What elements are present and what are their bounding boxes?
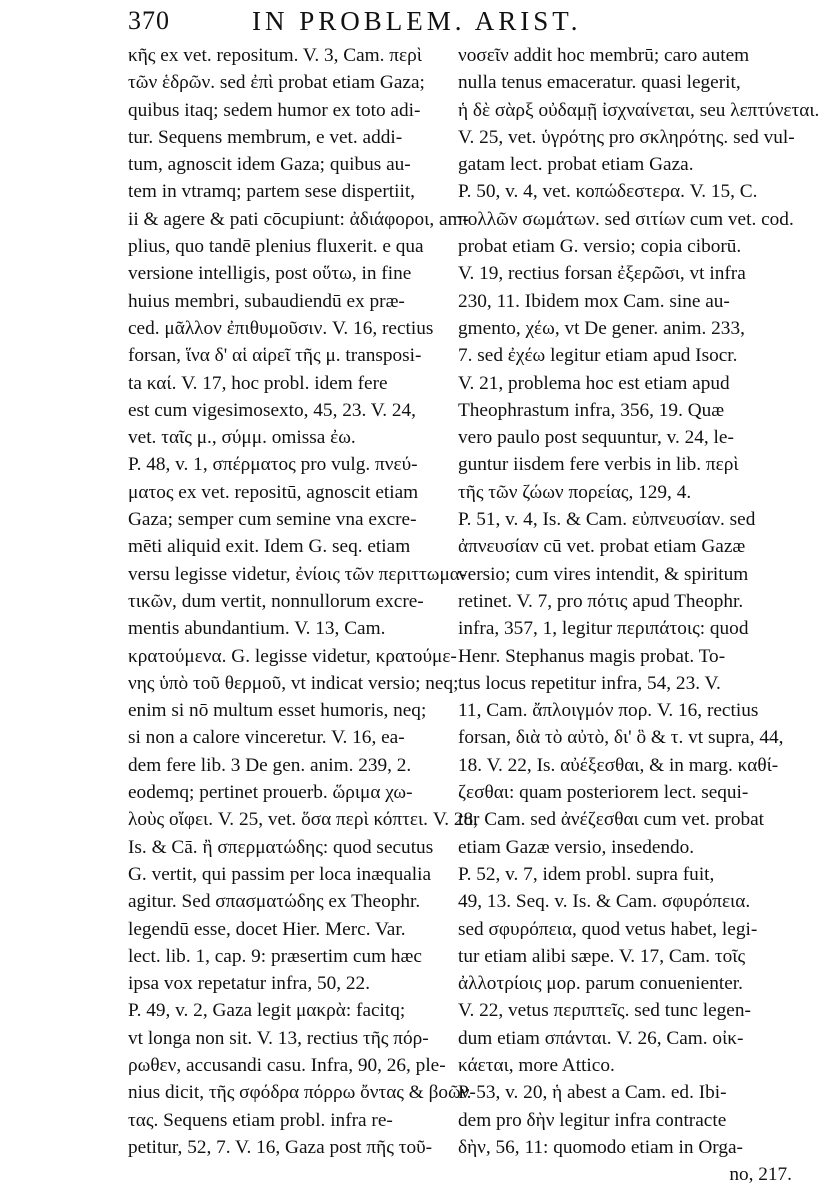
text-line: eodemq; pertinet prouerb. ὥριμα χω- xyxy=(128,782,413,804)
text-line: tur etiam alibi sæpe. V. 17, Cam. τοῖς xyxy=(458,945,746,967)
text-line: tur Cam. sed ἀνέζεσθαι cum vet. probat xyxy=(458,809,765,831)
text-line: 7. sed ἐχέω legitur etiam apud Isocr. xyxy=(458,345,738,367)
text-line: enim si nō multum esset humoris, neq; xyxy=(128,700,427,722)
text-line: dum etiam σπάνται. V. 26, Cam. οἰκ- xyxy=(458,1027,744,1049)
text-line: versione intelligis, post οὕτω, in fine xyxy=(128,263,412,285)
text-line: si non a calore vinceretur. V. 16, ea- xyxy=(128,727,405,749)
text-line: ta καί. V. 17, hoc probl. idem fere xyxy=(128,372,388,394)
text-line: Theophrastum infra, 356, 19. Quæ xyxy=(458,399,725,421)
text-line: νοσεῖν addit hoc membrū; caro autem xyxy=(458,45,750,66)
text-line: P. 48, v. 1, σπέρματος pro vulg. πνεύ- xyxy=(128,454,418,476)
text-line: 18. V. 22, Is. αὐέξεσθαι, & in marg. καθί- xyxy=(458,754,779,776)
text-line: etiam Gazæ versio, insedendo. xyxy=(458,836,695,858)
text-line: legendū esse, docet Hier. Merc. Var. xyxy=(128,918,406,940)
text-line: V. 19, rectius forsan ἐξερῶσι, vt infra xyxy=(458,263,746,285)
text-line: P. 52, v. 7, idem probl. supra fuit, xyxy=(458,863,715,885)
text-line: τῆς τῶν ζώων πορείας, 129, 4. xyxy=(458,481,692,503)
text-line: mēti aliquid exit. Idem G. seq. etiam xyxy=(128,536,411,558)
text-line: tus locus repetitur infra, 54, 23. V. xyxy=(458,672,721,694)
text-line: infra, 357, 1, legitur περιπάτοις: quod xyxy=(458,618,749,640)
text-line: ματος ex vet. repositū, agnoscit etiam xyxy=(128,481,419,503)
text-line: κάεται, more Attico. xyxy=(458,1054,615,1076)
text-line: ζεσθαι: quam posteriorem lect. sequi- xyxy=(458,782,749,804)
text-line: guntur iisdem fere verbis in lib. περὶ xyxy=(458,454,739,476)
page-number: 370 xyxy=(128,6,170,35)
text-line: τικῶν, dum vertit, nonnullorum excre- xyxy=(128,590,424,612)
text-line: vero paulo post sequuntur, v. 24, le- xyxy=(458,427,734,449)
text-line: λοὺς οἴφει. V. 25, vet. ὅσα περὶ κόπτει. V. 28, xyxy=(128,809,479,831)
text-line: 230, 11. Ibidem mox Cam. sine au- xyxy=(458,290,730,312)
page-header xyxy=(0,4,800,40)
text-line: nulla tenus emaceratur. quasi legerit, xyxy=(458,72,741,94)
text-line: ἀλλοτρίοις μορ. parum conuenienter. xyxy=(458,973,743,995)
text-line: 11, Cam. ἄπλοιγμόν πορ. V. 16, rectius xyxy=(458,700,759,722)
text-line: petitur, 52, 7. V. 16, Gaza post πῆς τοῦ- xyxy=(128,1136,433,1158)
text-line: ipsa vox repetatur infra, 50, 22. xyxy=(128,973,371,995)
text-line: δὴν, 56, 11: quomodo etiam in Orga- xyxy=(458,1136,743,1158)
text-line: G. vertit, qui passim per loca inæqualia xyxy=(128,863,432,885)
text-line: Henr. Stephanus magis probat. To- xyxy=(458,645,726,667)
left-column xyxy=(128,42,479,1161)
text-line: forsan, ἵνα δ' αἱ αἱρεῖ τῆς μ. transposi- xyxy=(128,345,422,367)
text-line: κῆς ex vet. repositum. V. 3, Cam. περὶ xyxy=(128,45,422,66)
text-line: νης ὑπὸ τοῦ θερμοῦ, vt indicat versio; neq; xyxy=(128,672,459,694)
text-line: ced. μᾶλλον ἐπιθυμοῦσιν. V. 16, rectius xyxy=(128,317,434,339)
text-line: 49, 13. Seq. v. Is. & Cam. σφυρόπεια. xyxy=(458,891,751,913)
text-line: est cum vigesimosexto, 45, 23. V. 24, xyxy=(128,399,416,421)
text-line: τῶν ἑδρῶν. sed ἐπὶ probat etiam Gaza; xyxy=(128,72,425,94)
text-line: P. 50, v. 4, vet. κοπώδεστερα. V. 15, C. xyxy=(458,181,758,203)
text-line: huius membri, subaudiendū ex præ- xyxy=(128,290,405,312)
text-line: dem pro δὴν legitur infra contracte xyxy=(458,1109,727,1131)
text-line: tur. Sequens membrum, e vet. addi- xyxy=(128,126,403,148)
text-line: agitur. Sed σπασματώδης ex Theophr. xyxy=(128,891,421,913)
running-head: IN PROBLEM. ARIST. xyxy=(252,6,582,36)
text-line: πολλῶν σωμάτων. sed σιτίων cum vet. cod. xyxy=(458,208,794,230)
text-line: V. 21, problema hoc est etiam apud xyxy=(458,372,730,394)
text-line: Gaza; semper cum semine vna excre- xyxy=(128,509,417,531)
text-line: τας. Sequens etiam probl. infra re- xyxy=(128,1109,393,1131)
text-line: V. 22, vetus περιπτεῖς. sed tunc legen- xyxy=(458,1000,751,1022)
text-line: versio; cum vires intendit, & spiritum xyxy=(458,563,749,585)
text-line: P. 51, v. 4, Is. & Cam. εὐπνευσίαν. sed xyxy=(458,509,756,531)
text-line: gatam lect. probat etiam Gaza. xyxy=(458,154,694,176)
right-column xyxy=(458,42,819,1188)
text-line: probat etiam G. versio; copia ciborū. xyxy=(458,236,742,258)
text-line: nius dicit, τῆς σφόδρα πόρρω ὄντας & βοῶν- xyxy=(128,1082,476,1104)
text-line: ρωθεν, accusandi casu. Infra, 90, 26, ple- xyxy=(128,1054,446,1076)
text-line: retinet. V. 7, pro πότις apud Theophr. xyxy=(458,590,744,612)
text-line: dem fere lib. 3 De gen. anim. 239, 2. xyxy=(128,754,412,776)
text-line: vt longa non sit. V. 13, rectius τῆς πόρ- xyxy=(128,1027,429,1049)
text-line: Is. & Cā. ἢ σπερματώδης: quod secutus xyxy=(128,836,434,858)
text-line: quibus itaq; sedem humor ex toto adi- xyxy=(128,99,421,121)
text-line: mentis abundantium. V. 13, Cam. xyxy=(128,618,386,640)
text-line: V. 25, vet. ὑγρότης pro σκληρότης. sed vul- xyxy=(458,126,795,148)
text-line: plius, quo tandē plenius fluxerit. e qua xyxy=(128,236,424,258)
text-line: no, 217. xyxy=(729,1164,792,1186)
text-line: P. 53, v. 20, ἡ abest a Cam. ed. Ibi- xyxy=(458,1082,727,1104)
text-line: ἡ δὲ σὰρξ οὐδαμῇ ἰσχναίνεται, seu λεπτύνεται. xyxy=(458,99,819,121)
text-line: lect. lib. 1, cap. 9: præsertim cum hæc xyxy=(128,945,422,967)
text-line: tum, agnoscit idem Gaza; quibus au- xyxy=(128,154,411,176)
text-line: ἀπνευσίαν cū vet. probat etiam Gazæ xyxy=(458,536,746,558)
text-line: P. 49, v. 2, Gaza legit μακρὰ: facitq; xyxy=(128,1000,406,1022)
text-line: tem in vtramq; partem sese dispertiit, xyxy=(128,181,416,203)
text-line: ii & agere & pati cōcupiunt: ἀδιάφοροι, am- xyxy=(128,208,469,230)
text-line: forsan, διὰ τὸ αὐτὸ, δι' ὃ & τ. vt supra, 44, xyxy=(458,727,784,749)
text-line: sed σφυρόπεια, quod vetus habet, legi- xyxy=(458,918,758,940)
text-line: vet. ταῖς μ., σύμμ. omissa ἐω. xyxy=(128,427,356,449)
text-line: gmento, χέω, vt De gener. anim. 233, xyxy=(458,317,745,339)
text-line: versu legisse videtur, ἐνίοις τῶν περιττωμα- xyxy=(128,563,467,585)
text-line: κρατούμενα. G. legisse videtur, κρατούμε- xyxy=(128,645,457,667)
